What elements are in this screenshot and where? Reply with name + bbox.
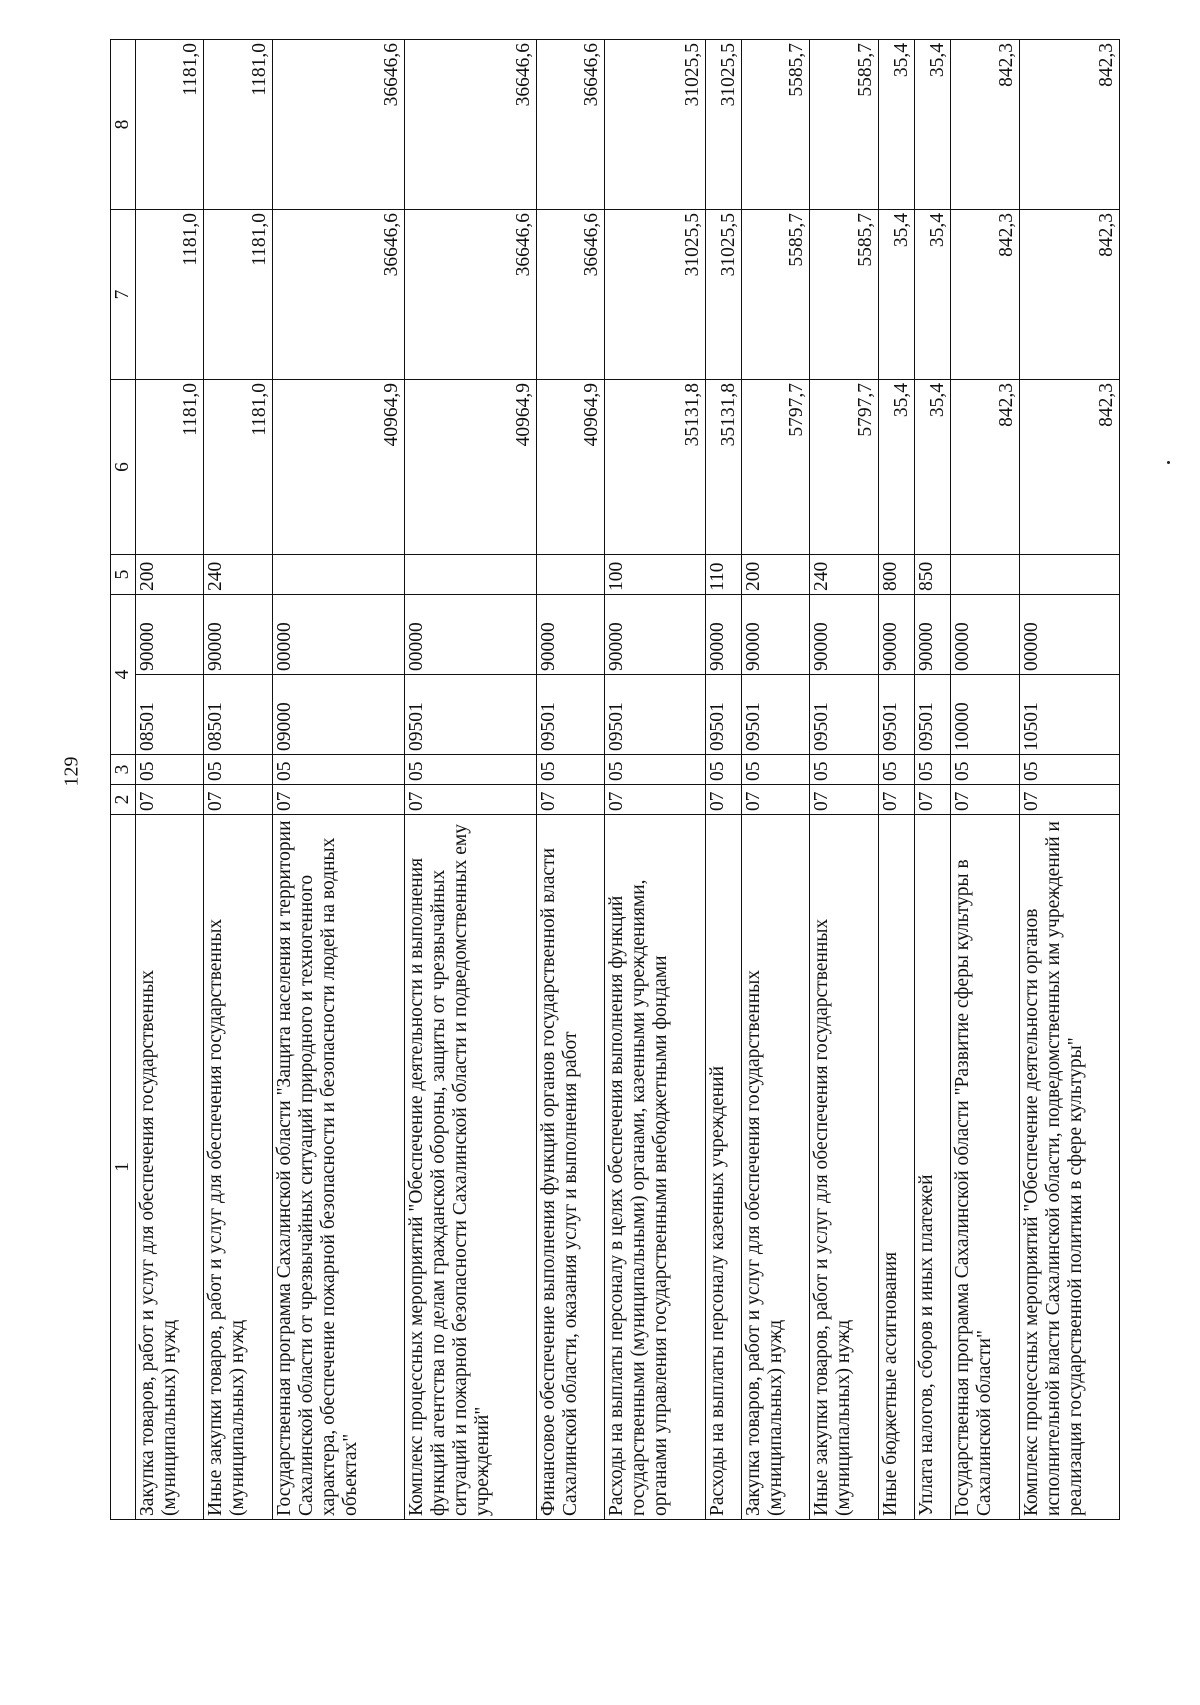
row-col2-cell: 07	[915, 785, 951, 815]
row-name-cell: Уплата налогов, сборов и иных платежей	[915, 815, 951, 1520]
table-body	[136, 40, 1120, 1520]
row-col6-cell: 40964,9	[404, 380, 536, 555]
row-col5-cell: 850	[915, 555, 951, 595]
row-col2-cell: 07	[204, 785, 272, 815]
col-header-2: 2	[111, 785, 136, 815]
row-col4b-cell: 90000	[915, 595, 951, 675]
row-col6-cell: 35,4	[915, 380, 951, 555]
scan-speck	[1167, 461, 1170, 464]
row-col4a-cell: 08501	[204, 675, 272, 755]
row-col8-cell: 31025,5	[705, 40, 741, 210]
col-header-4: 4	[111, 595, 136, 755]
col-header-8: 8	[111, 40, 136, 210]
table-row	[272, 40, 404, 1520]
row-col6-cell: 842,3	[1019, 380, 1119, 555]
row-col4a-cell: 10501	[1019, 675, 1119, 755]
row-name-cell: Закупка товаров, работ и услуг для обеспечения государственных (муниципальных) нужд	[742, 815, 810, 1520]
row-col2-cell: 07	[605, 785, 705, 815]
table-row	[404, 40, 536, 1520]
row-col5-cell: 200	[742, 555, 810, 595]
header-row	[111, 40, 136, 1520]
row-col8-cell: 1181,0	[204, 40, 272, 210]
row-col8-cell: 31025,5	[605, 40, 705, 210]
row-col2-cell: 07	[742, 785, 810, 815]
row-name-cell: Расходы на выплаты персоналу казенных учреждений	[705, 815, 741, 1520]
row-col6-cell: 40964,9	[272, 380, 404, 555]
col-header-3: 3	[111, 755, 136, 785]
row-col4b-cell: 90000	[136, 595, 204, 675]
row-col2-cell: 07	[272, 785, 404, 815]
table-row	[537, 40, 605, 1520]
row-col2-cell: 07	[404, 785, 536, 815]
row-col7-cell: 36646,6	[404, 210, 536, 380]
row-col8-cell: 35,4	[878, 40, 914, 210]
row-col5-cell	[1019, 555, 1119, 595]
table-row	[136, 40, 204, 1520]
row-name-cell: Иные бюджетные ассигнования	[878, 815, 914, 1520]
row-col7-cell: 31025,5	[705, 210, 741, 380]
row-col3-cell: 05	[951, 755, 1019, 785]
col-header-1: 1	[111, 815, 136, 1520]
table-row	[605, 40, 705, 1520]
row-col8-cell: 842,3	[1019, 40, 1119, 210]
row-col2-cell: 07	[878, 785, 914, 815]
row-col8-cell: 35,4	[915, 40, 951, 210]
row-col6-cell: 35,4	[878, 380, 914, 555]
row-col3-cell: 05	[204, 755, 272, 785]
row-name-cell: Финансовое обеспечение выполнения функций органов государственной власти Сахалинской области, оказания услуг и выполнения работ	[537, 815, 605, 1520]
table-row	[1019, 40, 1119, 1520]
row-col7-cell: 31025,5	[605, 210, 705, 380]
row-col4a-cell: 10000	[951, 675, 1019, 755]
page-number: 129	[60, 756, 83, 787]
row-col3-cell: 05	[537, 755, 605, 785]
row-col4a-cell: 09501	[742, 675, 810, 755]
row-col4b-cell: 90000	[742, 595, 810, 675]
row-col7-cell: 842,3	[1019, 210, 1119, 380]
row-col5-cell: 240	[204, 555, 272, 595]
row-col2-cell: 07	[705, 785, 741, 815]
row-name-cell: Государственная программа Сахалинской области "Развитие сферы культуры в Сахалинской области"	[951, 815, 1019, 1520]
row-col8-cell: 5585,7	[742, 40, 810, 210]
row-col3-cell: 05	[1019, 755, 1119, 785]
row-name-cell: Комплекс процессных мероприятий "Обеспечение деятельности органов исполнительной власти Сахалинской области, подведомственных им учреждений и реализация государственной политики в сфере культуры"	[1019, 815, 1119, 1520]
row-col7-cell: 842,3	[951, 210, 1019, 380]
row-col4b-cell: 90000	[605, 595, 705, 675]
row-col4b-cell: 00000	[272, 595, 404, 675]
row-col5-cell: 240	[810, 555, 878, 595]
budget-table	[110, 39, 1120, 1520]
row-col6-cell: 40964,9	[537, 380, 605, 555]
row-col4b-cell: 90000	[204, 595, 272, 675]
row-col6-cell: 5797,7	[742, 380, 810, 555]
col-header-5: 5	[111, 555, 136, 595]
row-col2-cell: 07	[537, 785, 605, 815]
row-col4a-cell: 09000	[272, 675, 404, 755]
row-col3-cell: 05	[810, 755, 878, 785]
row-col2-cell: 07	[1019, 785, 1119, 815]
table-row	[915, 40, 951, 1520]
row-col7-cell: 5585,7	[810, 210, 878, 380]
row-col8-cell: 36646,6	[537, 40, 605, 210]
row-col5-cell	[404, 555, 536, 595]
row-col4b-cell: 90000	[537, 595, 605, 675]
row-col2-cell: 07	[136, 785, 204, 815]
row-col7-cell: 35,4	[878, 210, 914, 380]
col-header-7: 7	[111, 210, 136, 380]
row-col7-cell: 36646,6	[537, 210, 605, 380]
row-col3-cell: 05	[915, 755, 951, 785]
row-col8-cell: 36646,6	[404, 40, 536, 210]
row-col3-cell: 05	[136, 755, 204, 785]
row-name-cell: Комплекс процессных мероприятий "Обеспечение деятельности и выполнения функций агентства по делам гражданской обороны, защиты от чрезвычайных ситуаций и пожарной безопасности Сахалинской области и подведомственных ему учреждений"	[404, 815, 536, 1520]
row-col4a-cell: 09501	[705, 675, 741, 755]
row-name-cell: Иные закупки товаров, работ и услуг для обеспечения государственных (муниципальных) нужд	[204, 815, 272, 1520]
table-row	[705, 40, 741, 1520]
row-col5-cell: 100	[605, 555, 705, 595]
row-col8-cell: 842,3	[951, 40, 1019, 210]
col-header-6: 6	[111, 380, 136, 555]
row-col4b-cell: 00000	[951, 595, 1019, 675]
row-col7-cell: 1181,0	[136, 210, 204, 380]
row-col6-cell: 5797,7	[810, 380, 878, 555]
row-col6-cell: 35131,8	[605, 380, 705, 555]
row-col7-cell: 36646,6	[272, 210, 404, 380]
row-col8-cell: 36646,6	[272, 40, 404, 210]
row-col7-cell: 5585,7	[742, 210, 810, 380]
row-col4a-cell: 09501	[810, 675, 878, 755]
row-col5-cell	[951, 555, 1019, 595]
table-row	[810, 40, 878, 1520]
table-row	[951, 40, 1019, 1520]
table-row	[742, 40, 810, 1520]
row-col4a-cell: 08501	[136, 675, 204, 755]
row-col4a-cell: 09501	[878, 675, 914, 755]
row-name-cell: Расходы на выплаты персоналу в целях обеспечения выполнения функций государственными (муниципальными) органами, казенными учреждениями, органами управления государственными внебюджетными фондами	[605, 815, 705, 1520]
rotated-table-container	[110, 40, 1120, 1520]
row-col4b-cell: 90000	[878, 595, 914, 675]
table-row	[204, 40, 272, 1520]
row-col3-cell: 05	[742, 755, 810, 785]
row-col3-cell: 05	[605, 755, 705, 785]
row-col6-cell: 1181,0	[136, 380, 204, 555]
row-col8-cell: 1181,0	[136, 40, 204, 210]
row-col6-cell: 1181,0	[204, 380, 272, 555]
row-col4a-cell: 09501	[915, 675, 951, 755]
row-col4b-cell: 90000	[810, 595, 878, 675]
row-col6-cell: 35131,8	[705, 380, 741, 555]
row-col4b-cell: 90000	[705, 595, 741, 675]
row-col5-cell: 800	[878, 555, 914, 595]
row-col4a-cell: 09501	[537, 675, 605, 755]
row-name-cell: Иные закупки товаров, работ и услуг для обеспечения государственных (муниципальных) нужд	[810, 815, 878, 1520]
row-col4a-cell: 09501	[605, 675, 705, 755]
row-col5-cell	[272, 555, 404, 595]
row-col3-cell: 05	[404, 755, 536, 785]
row-col3-cell: 05	[705, 755, 741, 785]
row-col5-cell: 200	[136, 555, 204, 595]
row-col7-cell: 1181,0	[204, 210, 272, 380]
row-col5-cell	[537, 555, 605, 595]
row-col6-cell: 842,3	[951, 380, 1019, 555]
row-col4a-cell: 09501	[404, 675, 536, 755]
row-name-cell: Государственная программа Сахалинской области "Защита населения и территории Сахалинской области от чрезвычайных ситуаций природного и техногенного характера, обеспечение пожарной безопасности и безопасности людей на водных объектах"	[272, 815, 404, 1520]
row-col2-cell: 07	[951, 785, 1019, 815]
row-col3-cell: 05	[272, 755, 404, 785]
row-col4b-cell: 00000	[404, 595, 536, 675]
row-name-cell: Закупка товаров, работ и услуг для обеспечения государственных (муниципальных) нужд	[136, 815, 204, 1520]
row-col2-cell: 07	[810, 785, 878, 815]
row-col3-cell: 05	[878, 755, 914, 785]
row-col5-cell: 110	[705, 555, 741, 595]
row-col4b-cell: 00000	[1019, 595, 1119, 675]
row-col8-cell: 5585,7	[810, 40, 878, 210]
row-col7-cell: 35,4	[915, 210, 951, 380]
table-row	[878, 40, 914, 1520]
